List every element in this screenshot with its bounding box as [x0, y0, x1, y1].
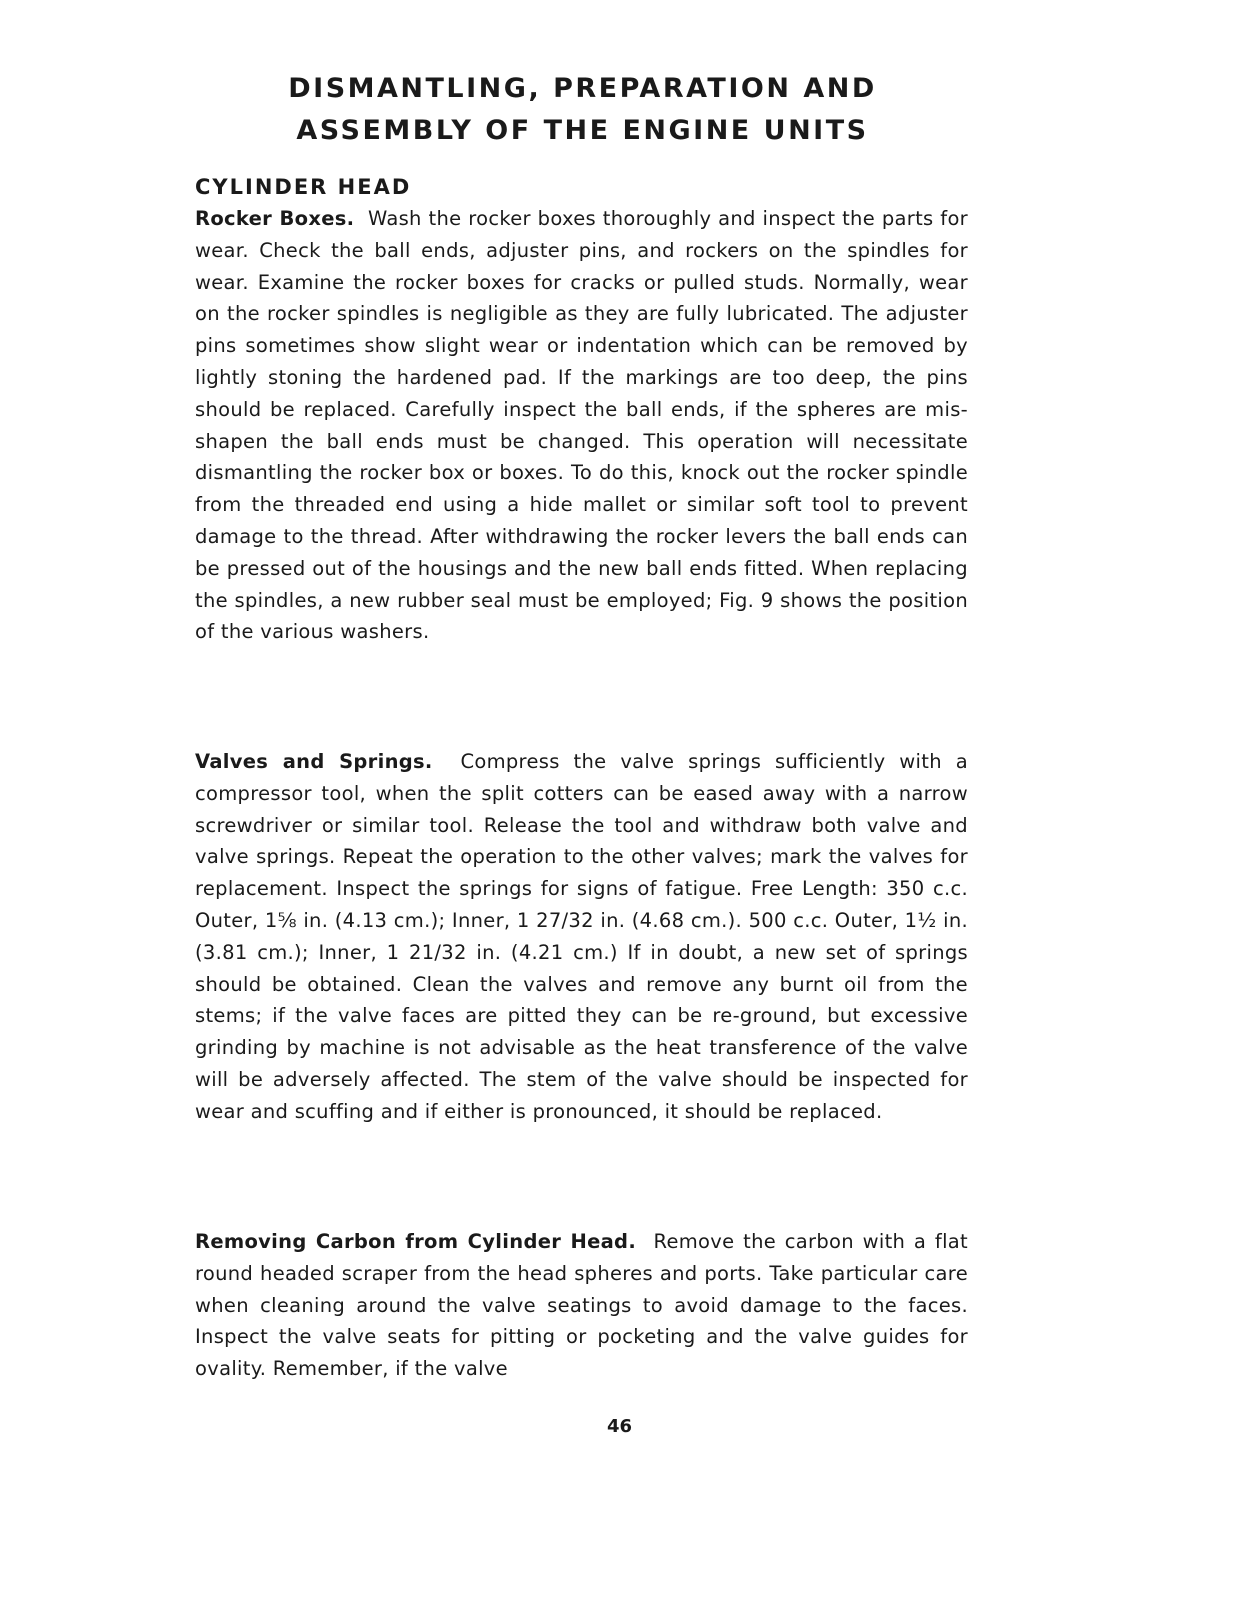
- page-title-line-1: DISMANTLING, PREPARATION AND: [288, 73, 877, 104]
- paragraph-body: Wash the rocker boxes thoroughly and inspect the parts for wear. Check the ball ends, adjuster pins, and rockers on the spindles for wear. Examine the rocker boxes for cracks or pulled studs. Normally, wear on the rocker spindles is negligible as they are fully lubricated. The adjuster pins sometimes show slight wear or indentation which can be removed by lightly stoning the hardened pad. If the markings are too deep, the pins should be replaced. Carefully inspect the ball ends, if the spheres are mis-shapen the ball ends must be changed. This operation will necessitate dismantling the rocker box or boxes. To do this, knock out the rocker spindle from the threaded end using a hide mallet or similar soft tool to prevent damage to the thread. After withdrawing the rocker levers the ball ends can be pressed out of the housings and the new ball ends fitted. When replacing the spindles, a new rubber seal must be employed; Fig. 9 shows the position of the various washers.: [195, 207, 969, 644]
- paragraph-lead: Valves and Springs.: [195, 750, 433, 773]
- page-title-line-2: ASSEMBLY OF THE ENGINE UNITS: [296, 115, 869, 146]
- paragraph-body: Compress the valve springs sufficiently with a compressor tool, when the split cotters can be eased away with a narrow screwdriver or similar tool. Release the tool and withdraw both valve and valve springs. Repeat the operation to the other valves; mark the valves for replacement. Inspect the springs for signs of fatigue. Free Length: 350 c.c. Outer, 1⅝ in. (4.13 cm.); Inner, 1 27/32 in. (4.68 cm.). 500 c.c. Outer, 1½ in. (3.81 cm.); Inner, 1 21/32 in. (4.21 cm.) If in doubt, a new set of springs should be obtained. Clean the valves and remove any burnt oil from the stems; if the valve faces are pitted they can be re-ground, but excessive grinding by machine is not advisable as the heat transference of the valve will be adversely affected. The stem of the valve should be inspected for wear and scuffing and if either is pronounced, it should be replaced.: [195, 750, 969, 1123]
- paragraph-lead: Rocker Boxes.: [195, 207, 355, 230]
- page-title: [195, 68, 970, 152]
- section-heading: CYLINDER HEAD: [195, 175, 412, 199]
- paragraph-removing-carbon: [195, 1226, 968, 1385]
- paragraph-rocker-boxes: [195, 203, 968, 648]
- paragraph-body: Remove the carbon with a flat round headed scraper from the head spheres and ports. Take particular care when cleaning around the valve seatings to avoid damage to the faces. Inspect the valve seats for pitting or pocketing and the valve guides for ovality. Remember, if the valve: [195, 1230, 968, 1381]
- paragraph-lead: Removing Carbon from Cylinder Head.: [195, 1230, 637, 1253]
- paragraph-valves-and-springs: [195, 746, 968, 1128]
- page-number: 46: [606, 1416, 633, 1437]
